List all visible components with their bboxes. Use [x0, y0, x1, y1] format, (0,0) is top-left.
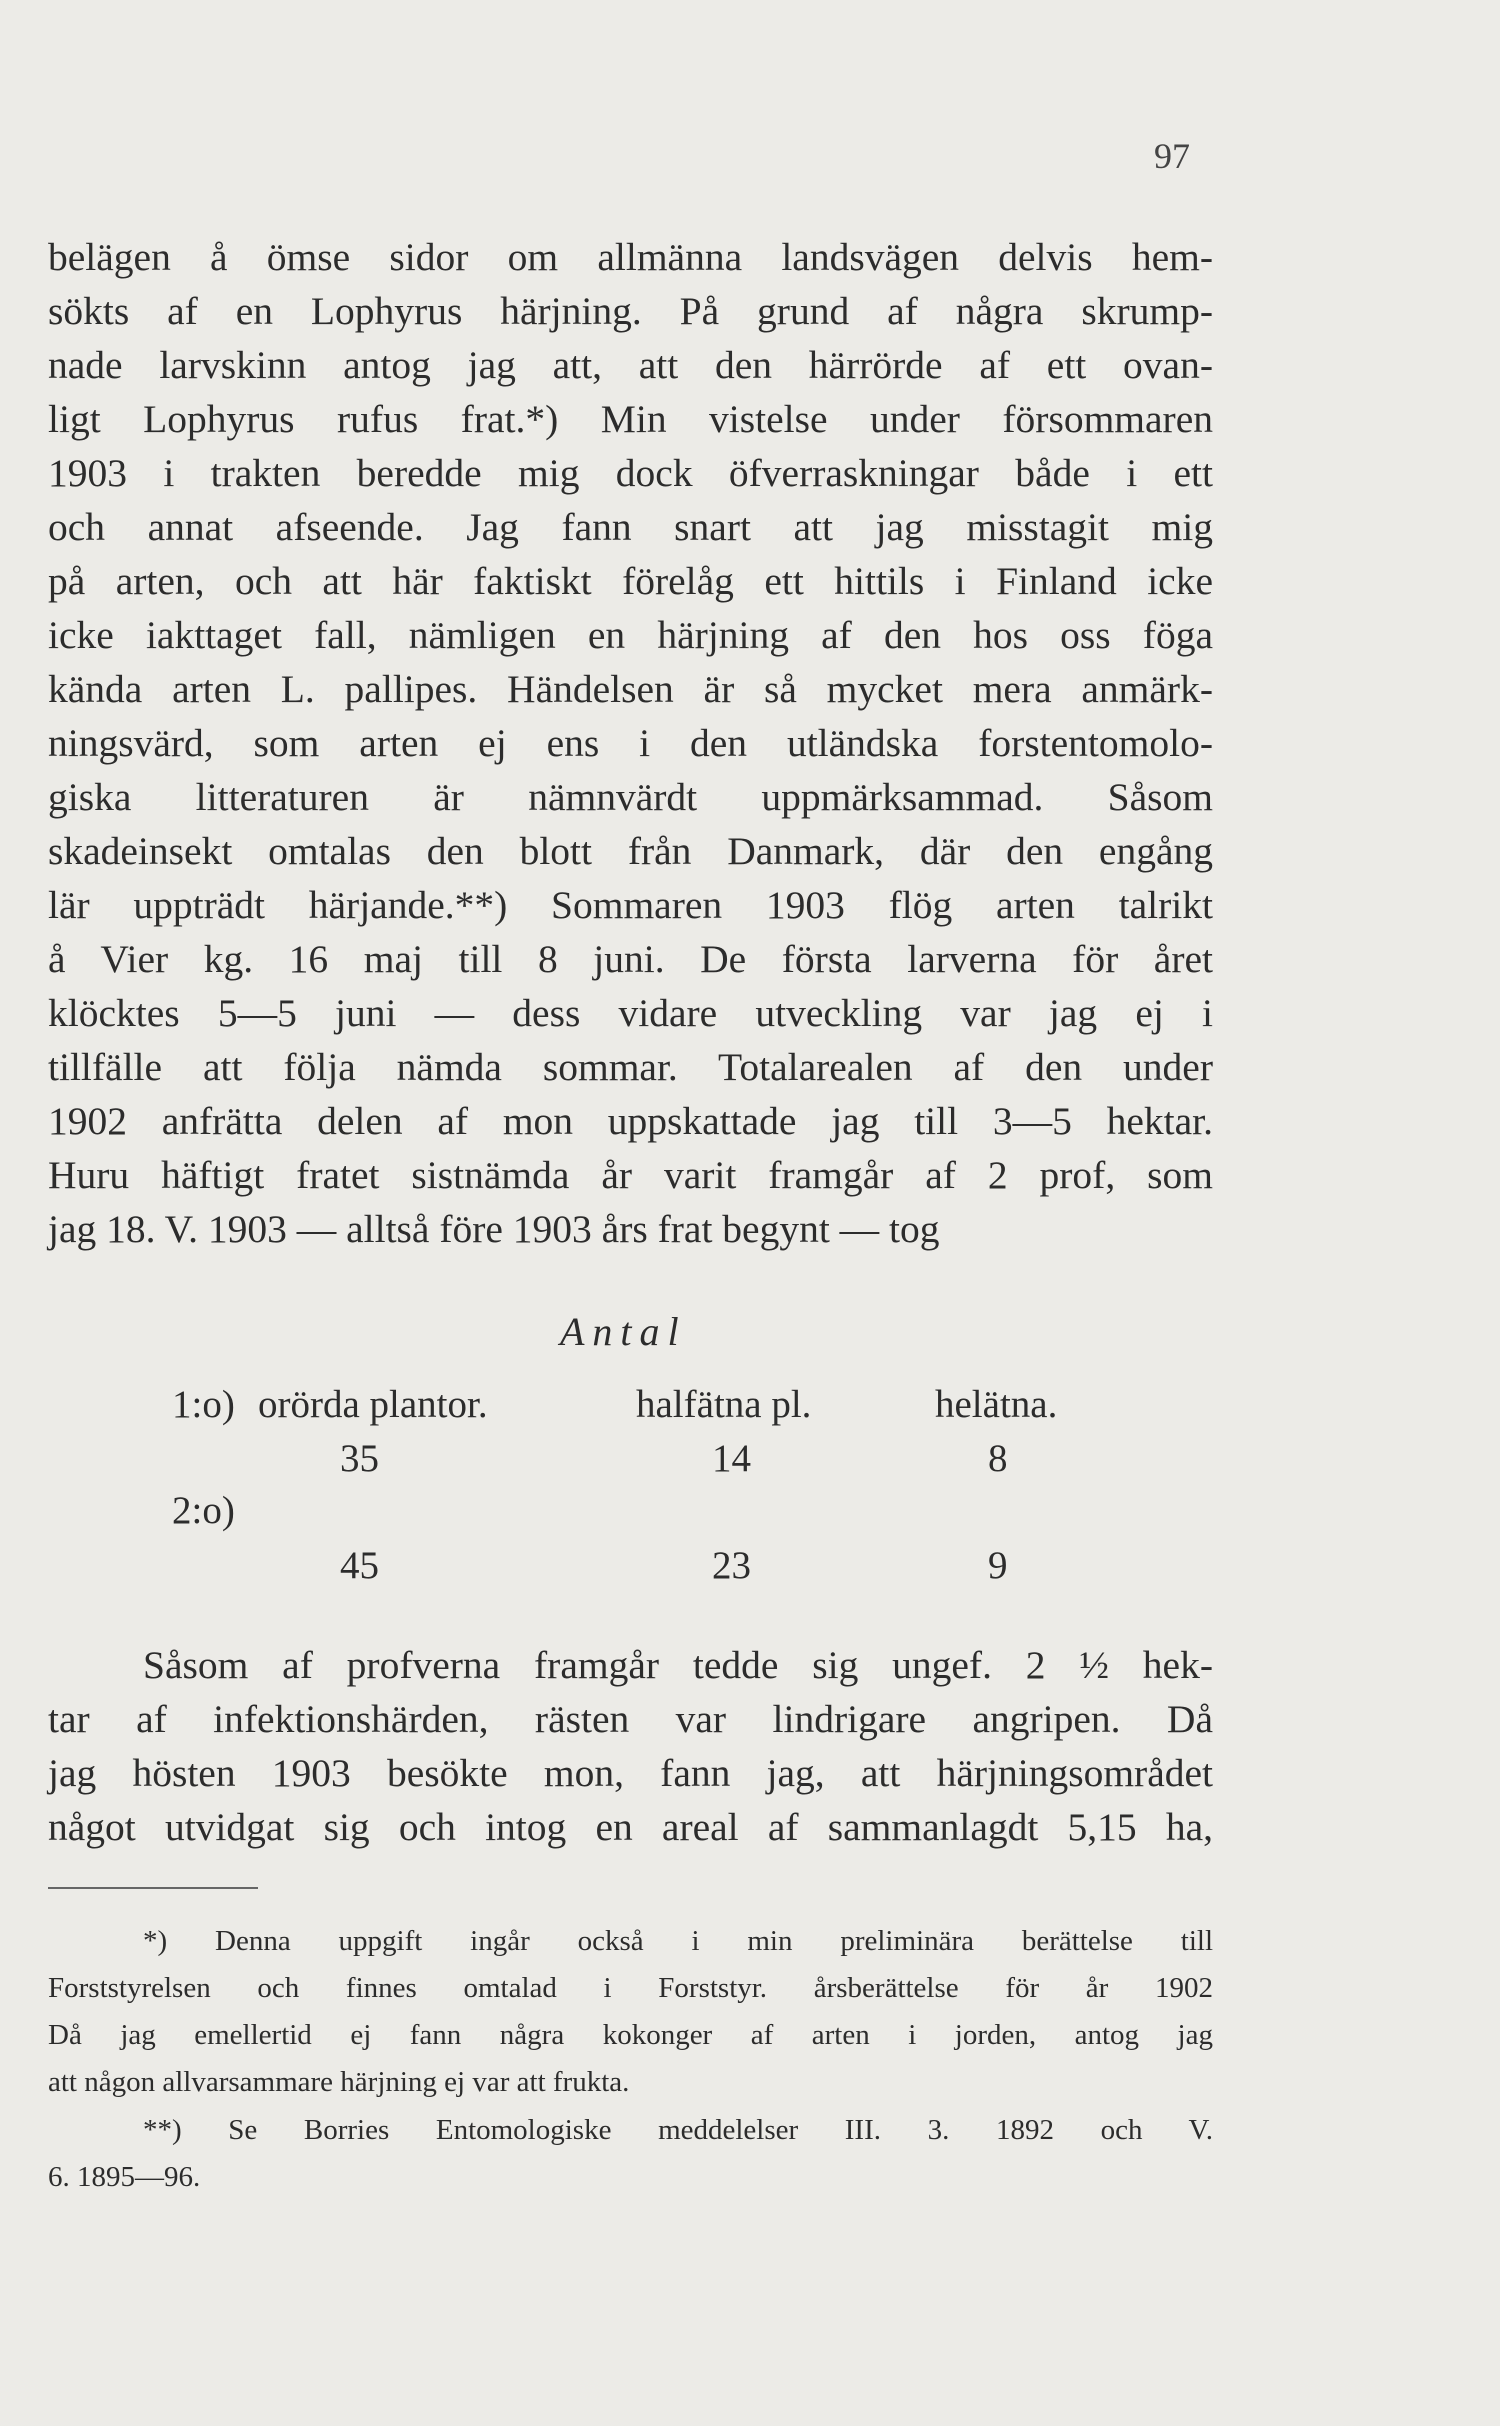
text-line: skadeinsekt omtalas den blott från Danmark, där den engång [48, 829, 1213, 873]
table-cell: 14 [712, 1437, 751, 1480]
table-cell: 8 [988, 1437, 1008, 1480]
row-label: 2:o) [172, 1489, 235, 1532]
text-line: på arten, och att här faktiskt förelåg ett hittils i Finland icke [48, 559, 1213, 603]
text-line: jag hösten 1903 besökte mon, fann jag, att härjningsområdet [48, 1751, 1213, 1795]
text-line: Huru häftigt fratet sistnämda år varit framgår af 2 prof, som [48, 1153, 1213, 1197]
text-line: och annat afseende. Jag fann snart att jag misstagit mig [48, 505, 1213, 549]
text-line: något utvidgat sig och intog en areal af sammanlagdt 5,15 ha, [48, 1805, 1213, 1849]
text-line: belägen å ömse sidor om allmänna landsvägen delvis hem- [48, 235, 1213, 279]
text-line: 1903 i trakten beredde mig dock öfverraskningar både i ett [48, 451, 1213, 495]
row-label: 1:o) [172, 1383, 235, 1426]
footnote-line: **) Se Borries Entomologiske meddelelser III. 3. 1892 och V. [143, 2114, 1213, 2146]
footnote-2 [48, 2107, 1213, 2201]
text-line: 1902 anfrätta delen af mon uppskattade jag till 3—5 hektar. [48, 1099, 1213, 1143]
body-paragraph-2 [48, 1638, 1213, 1854]
table-cell: 23 [712, 1544, 751, 1587]
footnote-line: Forststyrelsen och finnes omtalad i Forststyr. årsberättelse för år 1902 [48, 1972, 1213, 2004]
table-cell: 35 [340, 1437, 379, 1480]
footnote-line: Då jag emellertid ej fann några kokonger af arten i jorden, antog jag [48, 2019, 1213, 2051]
body-paragraph-1 [48, 230, 1213, 1256]
text-line: kända arten L. pallipes. Händelsen är så mycket mera anmärk- [48, 667, 1213, 711]
text-line: nade larvskinn antog jag att, att den härrörde af ett ovan- [48, 343, 1213, 387]
text-line: giska litteraturen är nämnvärdt uppmärksammad. Såsom [48, 775, 1213, 819]
column-header: halfätna pl. [636, 1383, 812, 1426]
footnote-line: *) Denna uppgift ingår också i min preliminära berättelse till [143, 1925, 1213, 1957]
table-cell: 9 [988, 1544, 1008, 1587]
text-line: lär uppträdt härjande.**) Sommaren 1903 flög arten talrikt [48, 883, 1213, 927]
text-line: ningsvärd, som arten ej ens i den utländska forstentomolo- [48, 721, 1213, 765]
text-line: sökts af en Lophyrus härjning. På grund af några skrump- [48, 289, 1213, 333]
table-caption: Antal [560, 1309, 687, 1354]
text-line: jag 18. V. 1903 — alltså före 1903 års frat begynt — tog [48, 1207, 940, 1251]
footnote-1 [48, 1918, 1213, 2106]
text-line: icke iakttaget fall, nämligen en härjning af den hos oss föga [48, 613, 1213, 657]
text-line: klöcktes 5—5 juni — dess vidare utveckling var jag ej i [48, 991, 1213, 1035]
footnote-line: att någon allvarsammare härjning ej var att frukta. [48, 2066, 630, 2098]
text-line: ligt Lophyrus rufus frat.*) Min vistelse under försommaren [48, 397, 1213, 441]
column-header: helätna. [935, 1383, 1058, 1426]
page-number: 97 [1154, 136, 1190, 176]
text-line: tar af infektionshärden, rästen var lindrigare angripen. Då [48, 1697, 1213, 1741]
text-line: Såsom af profverna framgår tedde sig ungef. 2 ½ hek- [143, 1643, 1213, 1687]
footnote-line: 6. 1895—96. [48, 2161, 201, 2193]
text-line: å Vier kg. 16 maj till 8 juni. De första larverna för året [48, 937, 1213, 981]
footnote-divider [48, 1887, 258, 1889]
text-line: tillfälle att följa nämda sommar. Totalarealen af den under [48, 1045, 1213, 1089]
column-header: orörda plantor. [258, 1383, 488, 1426]
table-cell: 45 [340, 1544, 379, 1587]
